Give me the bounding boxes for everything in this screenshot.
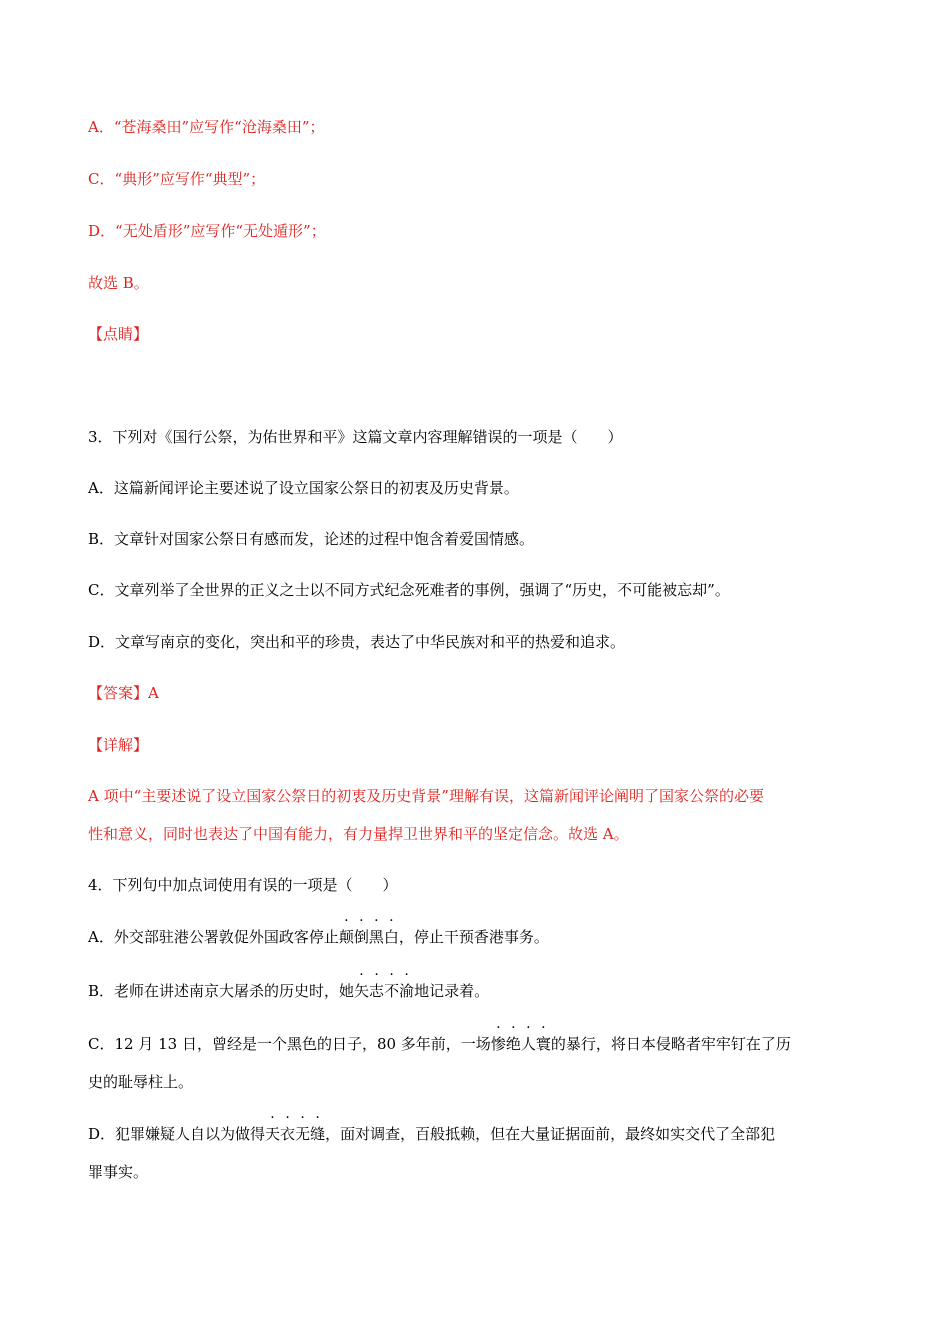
q3-option-a: A．这篇新闻评论主要述说了设立国家公祭日的初衷及历史背景。: [88, 479, 519, 497]
q4-option-c-line2: 史的耻辱柱上。: [88, 1073, 194, 1091]
q4-option-d-before: D．犯罪嫌疑人自以为做得: [88, 1125, 266, 1143]
q4-option-d-line2: 罪事实。: [88, 1163, 149, 1181]
dotted-char: 矢: [354, 982, 370, 1000]
dotted-char: 寰: [535, 1035, 551, 1053]
q2-option-a-correction: A．“苍海桑田”应写作“沧海桑田”；: [88, 118, 325, 136]
dotted-char: 人: [520, 1035, 536, 1053]
dotted-char: 白: [383, 928, 399, 946]
dotted-char: 黑: [368, 928, 384, 946]
dotted-char: 倒: [353, 928, 369, 946]
dotted-char: 渝: [399, 982, 415, 1000]
q4-option-d-after: ，面对调查，百般抵赖，但在大量证据面前，最终如实交代了全部犯: [325, 1125, 776, 1143]
q3-option-b: B．文章针对国家公祭日有感而发，论述的过程中饱含着爱国情感。: [88, 530, 535, 548]
q2-conclusion: 故选 B。: [88, 274, 149, 292]
q2-option-d-correction: D．“无处盾形”应写作“无处遁形”；: [88, 222, 326, 240]
q3-stem: 3．下列对《国行公祭，为佑世界和平》这篇文章内容理解错误的一项是（ ）: [88, 428, 623, 446]
q4-option-a-after: ，停止干预香港事务。: [398, 928, 549, 946]
dotted-char: 绝: [505, 1035, 521, 1053]
q3-detail-line1: A 项中“主要述说了设立国家公祭日的初衷及历史背景”理解有误，这篇新闻评论阐明了国家公祭的必要: [88, 787, 764, 805]
dotted-char: 颠: [338, 928, 354, 946]
dotted-char: 无: [295, 1125, 311, 1143]
q4-option-a: [88, 927, 868, 947]
q3-option-c: C．文章列举了全世界的正义之士以不同方式纪念死难者的事例，强调了“历史，不可能被忘却”。: [88, 581, 730, 599]
q4-option-c: [88, 1034, 868, 1054]
q3-option-d: D．文章写南京的变化，突出和平的珍贵，表达了中华民族对和平的热爱和追求。: [88, 633, 626, 651]
dotted-char: 惨: [490, 1035, 506, 1053]
q2-option-c-correction: C．“典形”应写作“典型”；: [88, 170, 266, 188]
dotted-char: 志: [369, 982, 385, 1000]
q4-option-c-before: C．12 月 13 日，曾经是一个黑色的日子，80 多年前，一场: [88, 1035, 491, 1053]
q4-option-c-after: 的暴行，将日本侵略者牢牢钉在了历: [550, 1035, 791, 1053]
q3-answer-label: 【答案】: [88, 684, 149, 702]
q4-option-b-after: 地记录着。: [414, 982, 490, 1000]
dotted-char: 缝: [310, 1125, 326, 1143]
q2-dianjing-label: 【点睛】: [88, 325, 149, 343]
dotted-char: 衣: [280, 1125, 296, 1143]
q3-answer-value: A: [148, 684, 159, 702]
dotted-char: 天: [265, 1125, 281, 1143]
q4-stem: 4．下列句中加点词使用有误的一项是（ ）: [88, 876, 398, 894]
q3-answer: [88, 683, 868, 703]
q4-option-d: [88, 1124, 868, 1144]
q3-detail-line2: 性和意义，同时也表达了中国有能力，有力量捍卫世界和平的坚定信念。故选 A。: [88, 825, 629, 843]
q3-detail-label: 【详解】: [88, 736, 149, 754]
q4-option-a-before: A．外交部驻港公署敦促外国政客停止: [88, 928, 339, 946]
q4-option-b: [88, 981, 868, 1001]
q4-option-b-before: B．老师在讲述南京大屠杀的历史时，她: [88, 982, 355, 1000]
dotted-char: 不: [384, 982, 400, 1000]
